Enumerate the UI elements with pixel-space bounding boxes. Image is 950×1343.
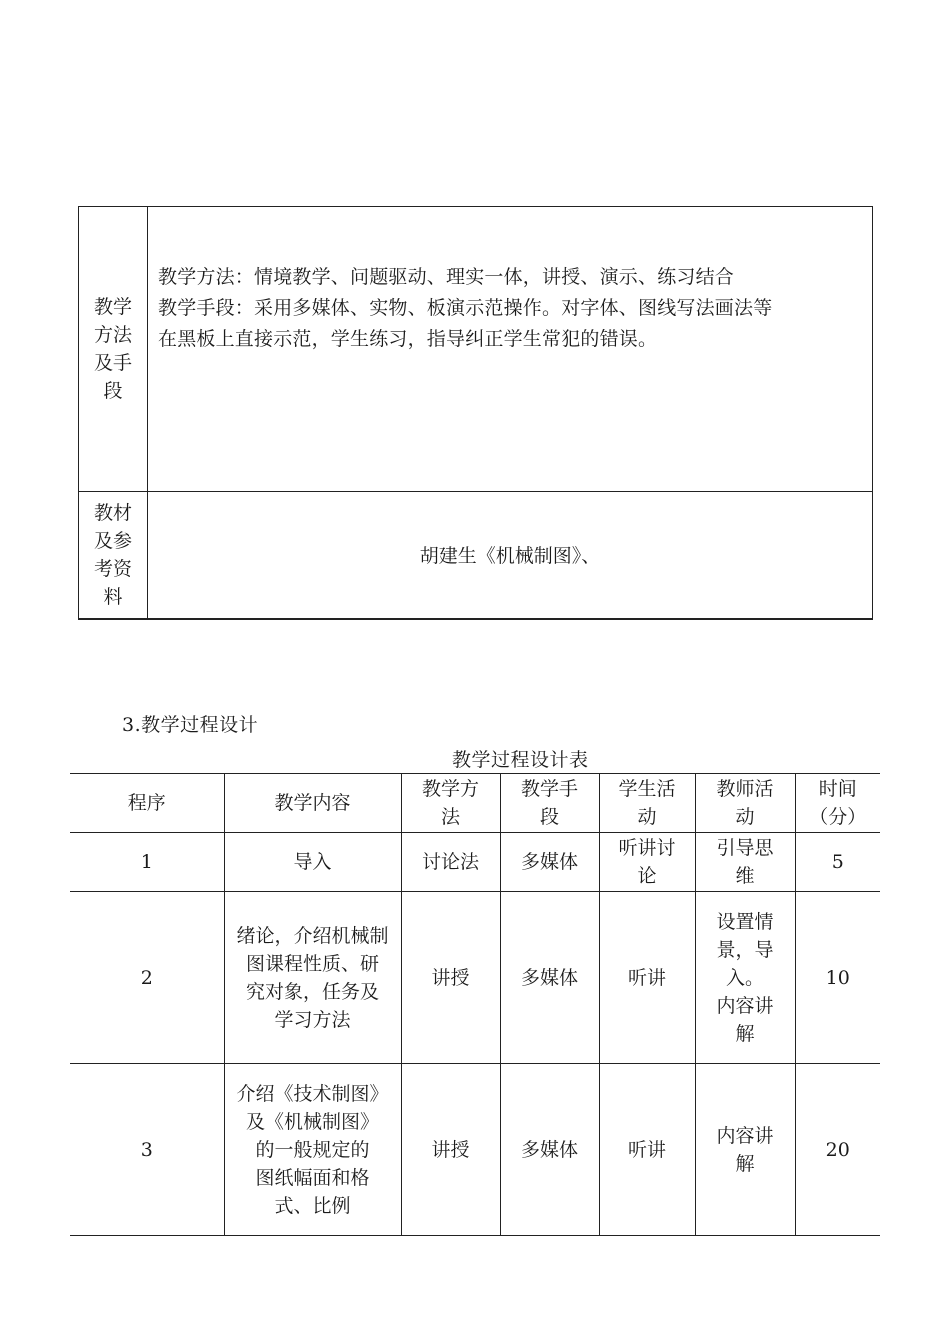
materials-label-cell	[79, 492, 148, 619]
materials-text: 胡建生《机械制图》、	[419, 545, 601, 568]
means-cell: 多媒体	[500, 833, 599, 892]
table-row	[70, 892, 880, 1064]
method-cell: 讨论法	[401, 833, 500, 892]
header-cell-content	[224, 774, 401, 833]
teacher-cell	[695, 833, 795, 892]
process-design-table	[70, 773, 880, 1236]
content-line: 及《机械制图》	[245, 1110, 379, 1133]
header-text: 学生活	[618, 778, 676, 800]
methods-text-line: 教学手段：采用多媒体、实物、板演示范操作。对字体、图线写法画法等	[158, 297, 773, 319]
methods-row	[79, 207, 873, 492]
teacher-cell	[695, 1064, 795, 1236]
table-caption: 教学过程设计表	[452, 749, 589, 771]
content-line: 绪论，介绍机械制	[236, 924, 389, 947]
header-cell-student	[599, 774, 695, 833]
time-cell: 5	[795, 833, 880, 892]
content-cell	[224, 1064, 401, 1236]
materials-label-line: 及参	[93, 529, 132, 552]
student-line: 听讲讨	[618, 837, 676, 859]
teacher-line: 维	[735, 865, 755, 887]
methods-label-line: 教学	[93, 296, 132, 318]
materials-label-line: 教材	[93, 501, 132, 524]
teacher-line: 设置情	[716, 910, 774, 933]
teaching-info-table	[78, 206, 873, 620]
section-heading: 3.教学过程设计	[122, 714, 259, 736]
header-cell-teacher	[695, 774, 795, 833]
header-cell-method	[401, 774, 500, 833]
header-cell-means	[500, 774, 599, 833]
student-line: 论	[637, 865, 657, 887]
content-line: 介绍《技术制图》	[236, 1082, 389, 1105]
teacher-line: 内容讲	[716, 1124, 774, 1147]
header-text: 教师活	[716, 778, 774, 800]
teacher-line: 景，导	[716, 938, 774, 961]
teacher-line: 内容讲	[716, 994, 774, 1017]
materials-label-line: 料	[103, 585, 123, 608]
methods-text-line: 教学方法：情境教学、问题驱动、理实一体，讲授、演示、练习结合	[158, 266, 735, 288]
seq-cell: 1	[70, 833, 224, 892]
header-text: 教学方	[421, 778, 479, 800]
methods-text-line: 在黑板上直接示范，学生练习，指导纠正学生常犯的错误。	[158, 328, 658, 350]
student-line: 听讲	[627, 966, 666, 989]
table-header-row	[70, 774, 880, 833]
methods-content-cell	[148, 207, 873, 492]
header-text: 程序	[127, 792, 166, 814]
materials-row	[79, 492, 873, 619]
content-line: 究对象，任务及	[245, 980, 379, 1003]
means-cell: 多媒体	[500, 892, 599, 1064]
student-cell	[599, 833, 695, 892]
student-cell	[599, 1064, 695, 1236]
content-cell	[224, 892, 401, 1064]
header-text: 法	[440, 806, 460, 828]
teacher-line: 入。	[725, 966, 764, 989]
header-cell-time	[795, 774, 880, 833]
methods-label-line: 及手	[93, 352, 132, 374]
header-text: 教学内容	[274, 792, 351, 814]
time-cell: 20	[795, 1064, 880, 1236]
methods-label-line: 方法	[93, 324, 132, 346]
header-text: 动	[637, 806, 657, 828]
content-line: 式、比例	[274, 1194, 351, 1217]
table-row	[70, 833, 880, 892]
content-line: 图纸幅面和格	[255, 1166, 370, 1189]
header-text: （分）	[809, 806, 867, 828]
seq-cell: 3	[70, 1064, 224, 1236]
method-cell: 讲授	[401, 892, 500, 1064]
time-cell: 10	[795, 892, 880, 1064]
content-line: 的一般规定的	[255, 1138, 370, 1161]
materials-content-cell	[148, 492, 873, 619]
header-text: 段	[539, 806, 559, 828]
methods-label-line: 段	[103, 380, 123, 402]
header-cell-seq	[70, 774, 224, 833]
student-cell	[599, 892, 695, 1064]
teacher-line: 解	[735, 1152, 755, 1175]
teacher-cell	[695, 892, 795, 1064]
table-row	[70, 1064, 880, 1236]
header-text: 动	[735, 806, 755, 828]
materials-label-line: 考资	[93, 557, 132, 580]
content-line: 导入	[293, 851, 332, 873]
content-line: 学习方法	[274, 1008, 351, 1031]
content-line: 图课程性质、研	[245, 952, 379, 975]
seq-cell: 2	[70, 892, 224, 1064]
methods-label-cell	[79, 207, 148, 492]
content-cell	[224, 833, 401, 892]
student-line: 听讲	[627, 1138, 666, 1161]
teacher-line: 引导思	[716, 837, 774, 859]
teacher-line: 解	[735, 1022, 755, 1045]
header-text: 时间	[818, 778, 857, 800]
header-text: 教学手	[520, 778, 578, 800]
method-cell: 讲授	[401, 1064, 500, 1236]
means-cell: 多媒体	[500, 1064, 599, 1236]
